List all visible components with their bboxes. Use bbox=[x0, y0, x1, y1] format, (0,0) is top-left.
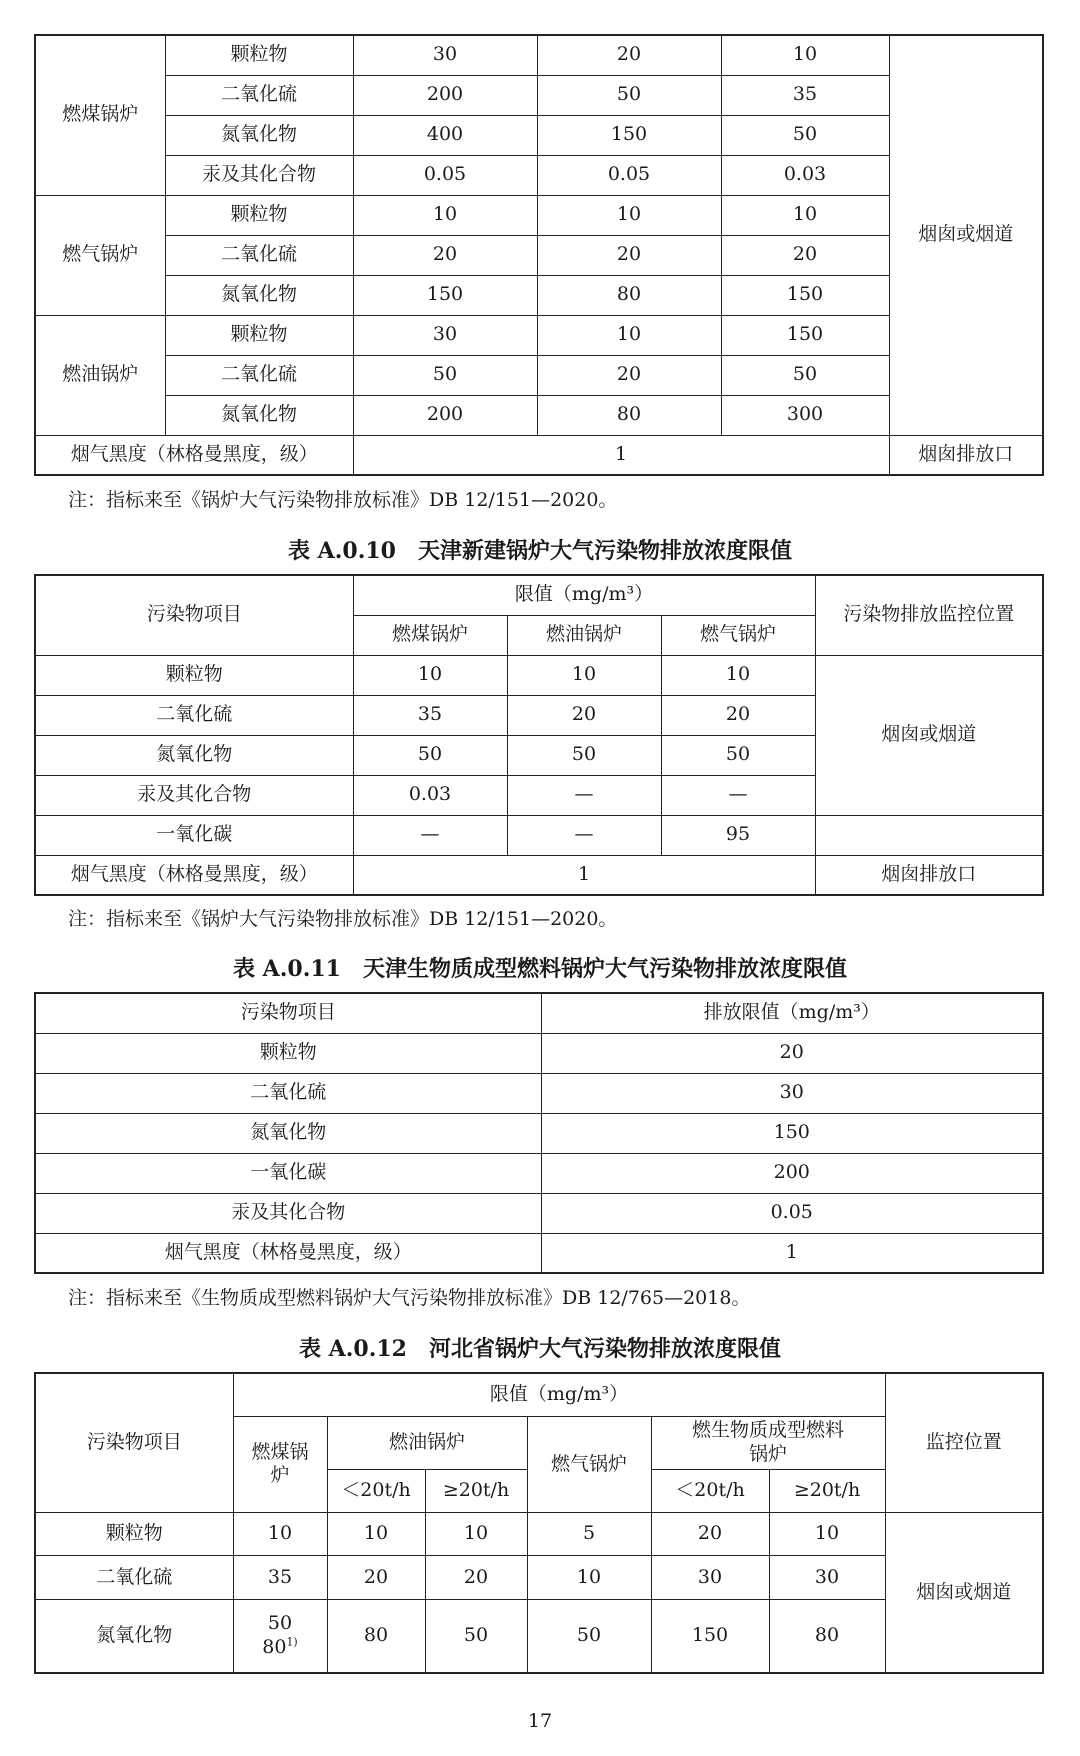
value-cell: 80 bbox=[537, 275, 721, 315]
value-cell: 50 bbox=[507, 735, 661, 775]
value-cell: 150 bbox=[537, 115, 721, 155]
value-cell: 150 bbox=[353, 275, 537, 315]
pollutant-cell: 氮氧化物 bbox=[35, 1113, 541, 1153]
value-cell: 50 bbox=[721, 355, 889, 395]
value-cell: 50 bbox=[537, 75, 721, 115]
subheader-coal-line1: 燃煤锅 bbox=[251, 1440, 309, 1463]
value-cell: 10 bbox=[661, 655, 815, 695]
value-cell: 200 bbox=[353, 395, 537, 435]
value-cell: 10 bbox=[233, 1512, 327, 1555]
subheader-capacity-cell: ＜20t/h bbox=[651, 1469, 769, 1512]
value-cell: 20 bbox=[537, 355, 721, 395]
value-cell: 50 bbox=[353, 355, 537, 395]
table-row bbox=[35, 1153, 1043, 1193]
header-limit-label: 限值（mg/m³） bbox=[514, 583, 654, 606]
value-cell: 30 bbox=[353, 35, 537, 75]
pollutant-cell: 颗粒物 bbox=[165, 195, 353, 235]
subheader-coal-cell bbox=[233, 1416, 327, 1512]
value-cell: 10 bbox=[721, 35, 889, 75]
value-cell: 30 bbox=[651, 1556, 769, 1599]
value-cell: 20 bbox=[425, 1556, 527, 1599]
table-row bbox=[35, 655, 1043, 695]
header-limit-cell: 排放限值（mg/m³） bbox=[541, 993, 1043, 1033]
location-cell: 烟囱排放口 bbox=[889, 435, 1043, 475]
value-cell: — bbox=[353, 815, 507, 855]
table-row bbox=[35, 1193, 1043, 1233]
table-note: 注：指标来至《生物质成型燃料锅炉大气污染物排放标准》DB 12/765—2018。 bbox=[68, 1287, 751, 1309]
table-row bbox=[35, 435, 1043, 475]
tianjin-biomass-boiler-table bbox=[34, 992, 1044, 1274]
value-cell: 80 bbox=[769, 1599, 885, 1673]
pollutant-cell: 汞及其化合物 bbox=[35, 775, 353, 815]
pollutant-cell: 烟气黑度（林格曼黑度，级） bbox=[35, 1233, 541, 1273]
value-cell bbox=[233, 1599, 327, 1673]
value-cell: 0.05 bbox=[541, 1193, 1043, 1233]
value-cell: 1 bbox=[353, 855, 815, 895]
header-location-cell: 监控位置 bbox=[885, 1373, 1043, 1512]
header-item-cell: 污染物项目 bbox=[35, 575, 353, 655]
value-cell: 10 bbox=[327, 1512, 425, 1555]
value-cell: 10 bbox=[353, 195, 537, 235]
table-note: 注：指标来至《锅炉大气污染物排放标准》DB 12/151—2020。 bbox=[68, 489, 618, 511]
pollutant-cell: 颗粒物 bbox=[35, 655, 353, 695]
subheader-cell: 燃煤锅炉 bbox=[353, 615, 507, 655]
value-cell: 80 bbox=[537, 395, 721, 435]
subheader-oil-cell: 燃油锅炉 bbox=[327, 1416, 527, 1469]
nox-coal-value-b: 80 bbox=[262, 1635, 287, 1658]
table-note: 注：指标来至《锅炉大气污染物排放标准》DB 12/151—2020。 bbox=[68, 908, 618, 930]
header-item-cell: 污染物项目 bbox=[35, 1373, 233, 1512]
value-cell: 150 bbox=[721, 275, 889, 315]
value-cell: 10 bbox=[507, 655, 661, 695]
value-cell: 10 bbox=[425, 1512, 527, 1555]
value-cell: 30 bbox=[541, 1073, 1043, 1113]
subheader-capacity-cell: ≥20t/h bbox=[425, 1469, 527, 1512]
page-number: 17 bbox=[527, 1710, 553, 1732]
value-cell: 300 bbox=[721, 395, 889, 435]
value-cell: 10 bbox=[537, 195, 721, 235]
group-label: 燃油锅炉 bbox=[35, 315, 165, 435]
table-caption: 表 A.0.10 天津新建锅炉大气污染物排放浓度限值 bbox=[288, 538, 792, 564]
value-cell: 20 bbox=[537, 235, 721, 275]
value-cell: — bbox=[507, 775, 661, 815]
empty-cell bbox=[815, 815, 1043, 855]
location-cell: 烟囱或烟道 bbox=[889, 35, 1043, 435]
pollutant-cell: 二氧化硫 bbox=[35, 1073, 541, 1113]
pollutant-cell: 氮氧化物 bbox=[165, 275, 353, 315]
header-limit-cell bbox=[353, 575, 815, 615]
value-cell: 0.03 bbox=[721, 155, 889, 195]
pollutant-cell: 二氧化硫 bbox=[165, 355, 353, 395]
pollutant-cell: 一氧化碳 bbox=[35, 1153, 541, 1193]
table-header-row bbox=[35, 1373, 1043, 1416]
location-cell: 烟囱或烟道 bbox=[885, 1512, 1043, 1673]
value-cell: 1 bbox=[353, 435, 889, 475]
value-cell: 50 bbox=[425, 1599, 527, 1673]
value-cell: 50 bbox=[353, 735, 507, 775]
value-cell: 200 bbox=[541, 1153, 1043, 1193]
pollutant-cell: 氮氧化物 bbox=[165, 115, 353, 155]
value-cell: 1 bbox=[541, 1233, 1043, 1273]
pollutant-cell: 颗粒物 bbox=[165, 315, 353, 355]
table-caption: 表 A.0.11 天津生物质成型燃料锅炉大气污染物排放浓度限值 bbox=[233, 956, 847, 982]
table-row bbox=[35, 815, 1043, 855]
value-cell: 5 bbox=[527, 1512, 651, 1555]
group-label: 燃气锅炉 bbox=[35, 195, 165, 315]
value-cell: 20 bbox=[537, 35, 721, 75]
subheader-cell: 燃气锅炉 bbox=[661, 615, 815, 655]
table-row bbox=[35, 1512, 1043, 1555]
group-label: 燃煤锅炉 bbox=[35, 35, 165, 195]
pollutant-cell: 二氧化硫 bbox=[35, 695, 353, 735]
pollutant-cell: 二氧化硫 bbox=[35, 1556, 233, 1599]
pollutant-cell: 汞及其化合物 bbox=[35, 1193, 541, 1233]
table-row bbox=[35, 855, 1043, 895]
value-cell: 400 bbox=[353, 115, 537, 155]
pollutant-cell: 二氧化硫 bbox=[165, 235, 353, 275]
pollutant-cell: 氮氧化物 bbox=[35, 1599, 233, 1673]
header-item-cell: 污染物项目 bbox=[35, 993, 541, 1033]
value-cell: 50 bbox=[721, 115, 889, 155]
location-cell: 烟囱或烟道 bbox=[815, 655, 1043, 815]
pollutant-cell: 氮氧化物 bbox=[35, 735, 353, 775]
value-cell: 35 bbox=[721, 75, 889, 115]
value-cell: 10 bbox=[537, 315, 721, 355]
value-cell: 150 bbox=[541, 1113, 1043, 1153]
value-cell: — bbox=[507, 815, 661, 855]
location-cell: 烟囱排放口 bbox=[815, 855, 1043, 895]
subheader-coal-line2: 炉 bbox=[270, 1464, 290, 1487]
value-cell: 0.03 bbox=[353, 775, 507, 815]
value-cell: 35 bbox=[353, 695, 507, 735]
value-cell: 10 bbox=[721, 195, 889, 235]
boiler-emission-table-continued bbox=[34, 34, 1044, 476]
value-cell: 20 bbox=[661, 695, 815, 735]
value-cell: 35 bbox=[233, 1556, 327, 1599]
value-cell: 0.05 bbox=[537, 155, 721, 195]
pollutant-cell: 颗粒物 bbox=[35, 1512, 233, 1555]
value-cell: 95 bbox=[661, 815, 815, 855]
smoke-label-cell: 烟气黑度（林格曼黑度，级） bbox=[35, 435, 353, 475]
subheader-capacity-cell: ≥20t/h bbox=[769, 1469, 885, 1512]
table-row bbox=[35, 1033, 1043, 1073]
nox-coal-value-a: 50 bbox=[267, 1612, 293, 1635]
value-cell: 0.05 bbox=[353, 155, 537, 195]
table-row bbox=[35, 35, 1043, 75]
value-cell: — bbox=[661, 775, 815, 815]
subheader-bio-cell bbox=[651, 1416, 885, 1469]
table-row bbox=[35, 1073, 1043, 1113]
tianjin-new-boiler-table bbox=[34, 574, 1044, 896]
value-cell: 20 bbox=[541, 1033, 1043, 1073]
footnote-marker: 1) bbox=[286, 1635, 298, 1649]
value-cell: 10 bbox=[527, 1556, 651, 1599]
pollutant-cell: 汞及其化合物 bbox=[165, 155, 353, 195]
value-cell: 50 bbox=[527, 1599, 651, 1673]
subheader-capacity-cell: ＜20t/h bbox=[327, 1469, 425, 1512]
table-header-row bbox=[35, 993, 1043, 1033]
subheader-cell: 燃油锅炉 bbox=[507, 615, 661, 655]
value-cell: 200 bbox=[353, 75, 537, 115]
value-cell: 20 bbox=[327, 1556, 425, 1599]
value-cell: 20 bbox=[721, 235, 889, 275]
subheader-gas-cell: 燃气锅炉 bbox=[527, 1416, 651, 1512]
hebei-boiler-table bbox=[34, 1372, 1044, 1674]
pollutant-cell: 一氧化碳 bbox=[35, 815, 353, 855]
pollutant-cell: 颗粒物 bbox=[165, 35, 353, 75]
value-cell: 20 bbox=[507, 695, 661, 735]
nox-coal-value-b-wrap bbox=[234, 1636, 327, 1660]
smoke-label-cell: 烟气黑度（林格曼黑度，级） bbox=[35, 855, 353, 895]
subheader-bio-line1: 燃生物质成型燃料 bbox=[691, 1418, 844, 1441]
table-header-row bbox=[35, 575, 1043, 615]
table-row bbox=[35, 1233, 1043, 1273]
value-cell: 50 bbox=[661, 735, 815, 775]
value-cell: 30 bbox=[769, 1556, 885, 1599]
pollutant-cell: 颗粒物 bbox=[35, 1033, 541, 1073]
value-cell: 20 bbox=[353, 235, 537, 275]
value-cell: 150 bbox=[721, 315, 889, 355]
value-cell: 10 bbox=[353, 655, 507, 695]
table-caption: 表 A.0.12 河北省锅炉大气污染物排放浓度限值 bbox=[299, 1336, 781, 1362]
table-row bbox=[35, 1113, 1043, 1153]
header-limit-cell: 限值（mg/m³） bbox=[233, 1373, 885, 1416]
subheader-bio-line2: 锅炉 bbox=[748, 1442, 787, 1465]
pollutant-cell: 二氧化硫 bbox=[165, 75, 353, 115]
value-cell: 20 bbox=[651, 1512, 769, 1555]
value-cell: 30 bbox=[353, 315, 537, 355]
value-cell: 10 bbox=[769, 1512, 885, 1555]
value-cell: 80 bbox=[327, 1599, 425, 1673]
value-cell: 150 bbox=[651, 1599, 769, 1673]
pollutant-cell: 氮氧化物 bbox=[165, 395, 353, 435]
header-location-cell: 污染物排放监控位置 bbox=[815, 575, 1043, 655]
